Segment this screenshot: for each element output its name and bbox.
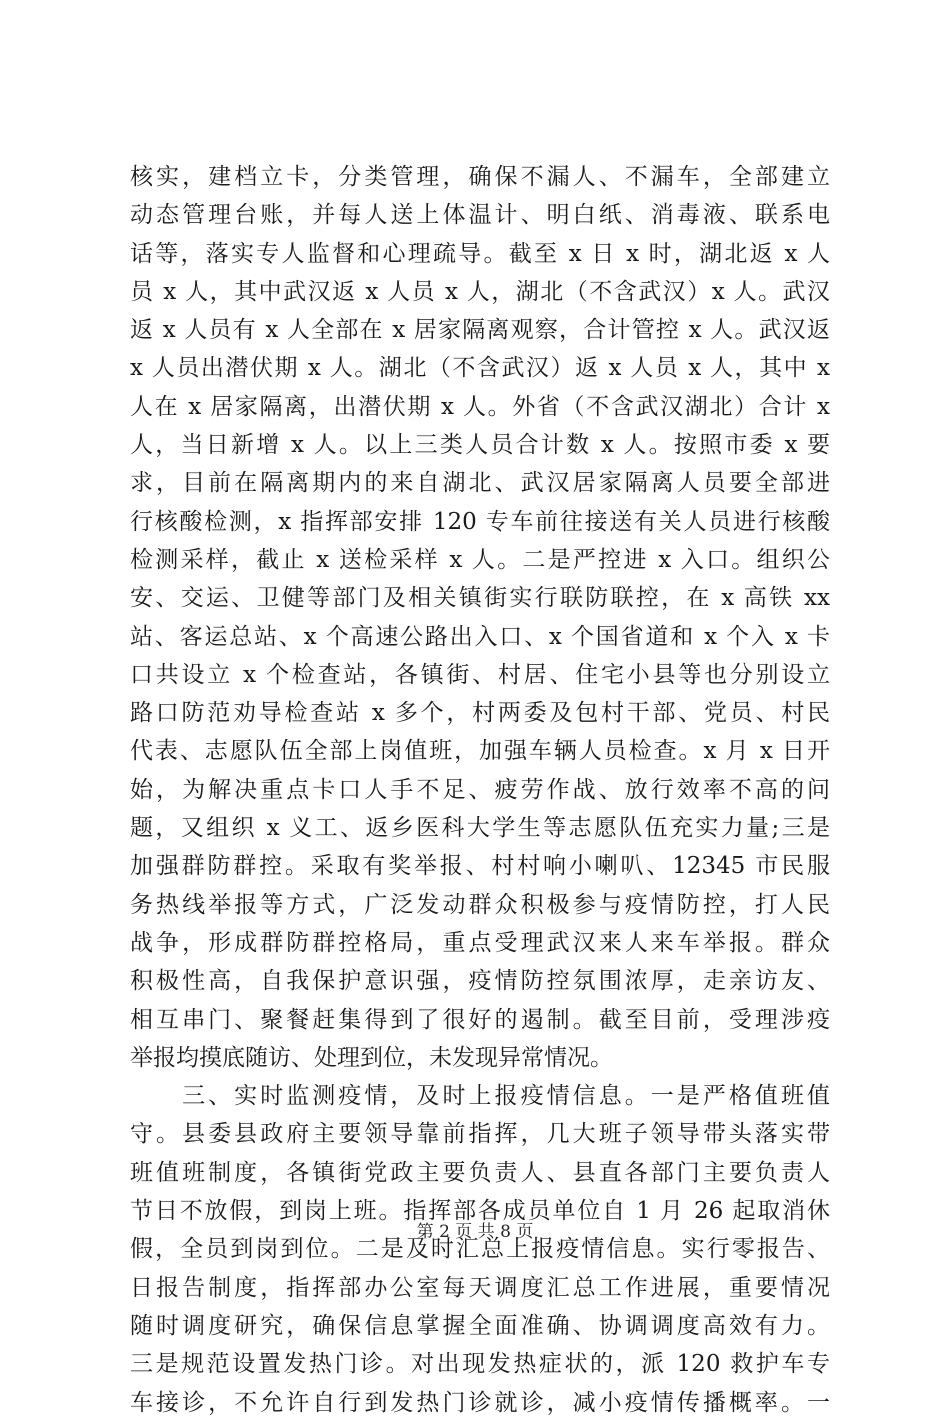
text-line: 战争，形成群防群控格局，重点受理武汉来人来车举报。群众 <box>130 929 830 956</box>
text-line: 口共设立 x 个检查站，各镇街、村居、住宅小县等也分别设立 <box>130 661 830 688</box>
text-line: 积极性高，自我保护意识强，疫情防控氛围浓厚，走亲访友、 <box>130 968 830 995</box>
text-line: 班值班制度，各镇街党政主要负责人、县直各部门主要负责人 <box>130 1159 830 1186</box>
text-line: 求，目前在隔离期内的来自湖北、武汉居家隔离人员要全部进 <box>130 470 830 497</box>
text-line: 安、交运、卫健等部门及相关镇街实行联防联控，在 x 高铁 xx <box>130 585 830 612</box>
text-line: 动态管理台账，并每人送上体温计、明白纸、消毒液、联系电 <box>130 202 830 229</box>
text-line: 题，又组织 x 义工、返乡医科大学生等志愿队伍充实力量;三是 <box>130 815 830 842</box>
text-line: 车接诊，不允许自行到发热门诊就诊，减小疫情传播概率。一 <box>130 1389 830 1416</box>
text-line: 守。县委县政府主要领导靠前指挥，几大班子领导带头落实带 <box>130 1121 830 1148</box>
text-line: 始，为解决重点卡口人手不足、疲劳作战、放行效率不高的问 <box>130 776 830 803</box>
text-line: 随时调度研究，确保信息掌握全面准确、协调调度高效有力。 <box>130 1312 830 1339</box>
text-line: 检测采样，截止 x 送检采样 x 人。二是严控进 x 入口。组织公 <box>130 546 830 573</box>
text-line: 节日不放假，到岗上班。指挥部各成员单位自 1 月 26 起取消休 <box>130 1198 830 1225</box>
text-line: x 人员出潜伏期 x 人。湖北（不含武汉）返 x 人员 x 人，其中 x <box>130 355 830 382</box>
page-footer: 第 2 页 共 8 页 <box>416 1222 534 1242</box>
text-line: 站、客运总站、x 个高速公路出入口、x 个国省道和 x 个入 x 卡 <box>130 623 830 650</box>
text-line: 返 x 人员有 x 人全部在 x 居家隔离观察，合计管控 x 人。武汉返 <box>130 317 830 344</box>
text-line: 核实，建档立卡，分类管理，确保不漏人、不漏车，全部建立 <box>130 164 830 190</box>
text-line: 务热线举报等方式，广泛发动群众积极参与疫情防控，打人民 <box>130 891 830 918</box>
text-line: 路口防范劝导检查站 x 多个，村两委及包村干部、党员、村民 <box>130 700 830 727</box>
text-line: 日报告制度，指挥部办公室每天调度汇总工作进展，重要情况 <box>130 1274 830 1301</box>
text-line: 员 x 人，其中武汉返 x 人员 x 人，湖北（不含武汉）x 人。武汉 <box>130 278 830 305</box>
text-line: 假，全员到岗到位。二是及时汇总上报疫情信息。实行零报告、 <box>130 1236 830 1263</box>
text-line: 人，当日新增 x 人。以上三类人员合计数 x 人。按照市委 x 要 <box>130 432 830 459</box>
text-line: 人在 x 居家隔离，出潜伏期 x 人。外省（不含武汉湖北）合计 x <box>130 393 830 420</box>
text-line: 行核酸检测，x 指挥部安排 120 专车前往接送有关人员进行核酸 <box>130 508 830 535</box>
text-line: 话等，落实专人监督和心理疏导。截至 x 日 x 时，湖北返 x 人 <box>130 240 830 267</box>
text-line: 举报均摸底随访、处理到位，未发现异常情况。 <box>130 1044 613 1071</box>
text-line: 代表、志愿队伍全部上岗值班，加强车辆人员检查。x 月 x 日开 <box>130 738 830 765</box>
text-line: 加强群防群控。采取有奖举报、村村响小喇叭、12345 市民服 <box>130 853 830 880</box>
text-line: 相互串门、聚餐赶集得到了很好的遏制。截至目前，受理涉疫 <box>130 1006 830 1033</box>
text-line: 三、实时监测疫情，及时上报疫情信息。一是严格值班值 <box>130 1083 830 1110</box>
text-line: 三是规范设置发热门诊。对出现发热症状的，派 120 救护车专 <box>130 1351 830 1378</box>
